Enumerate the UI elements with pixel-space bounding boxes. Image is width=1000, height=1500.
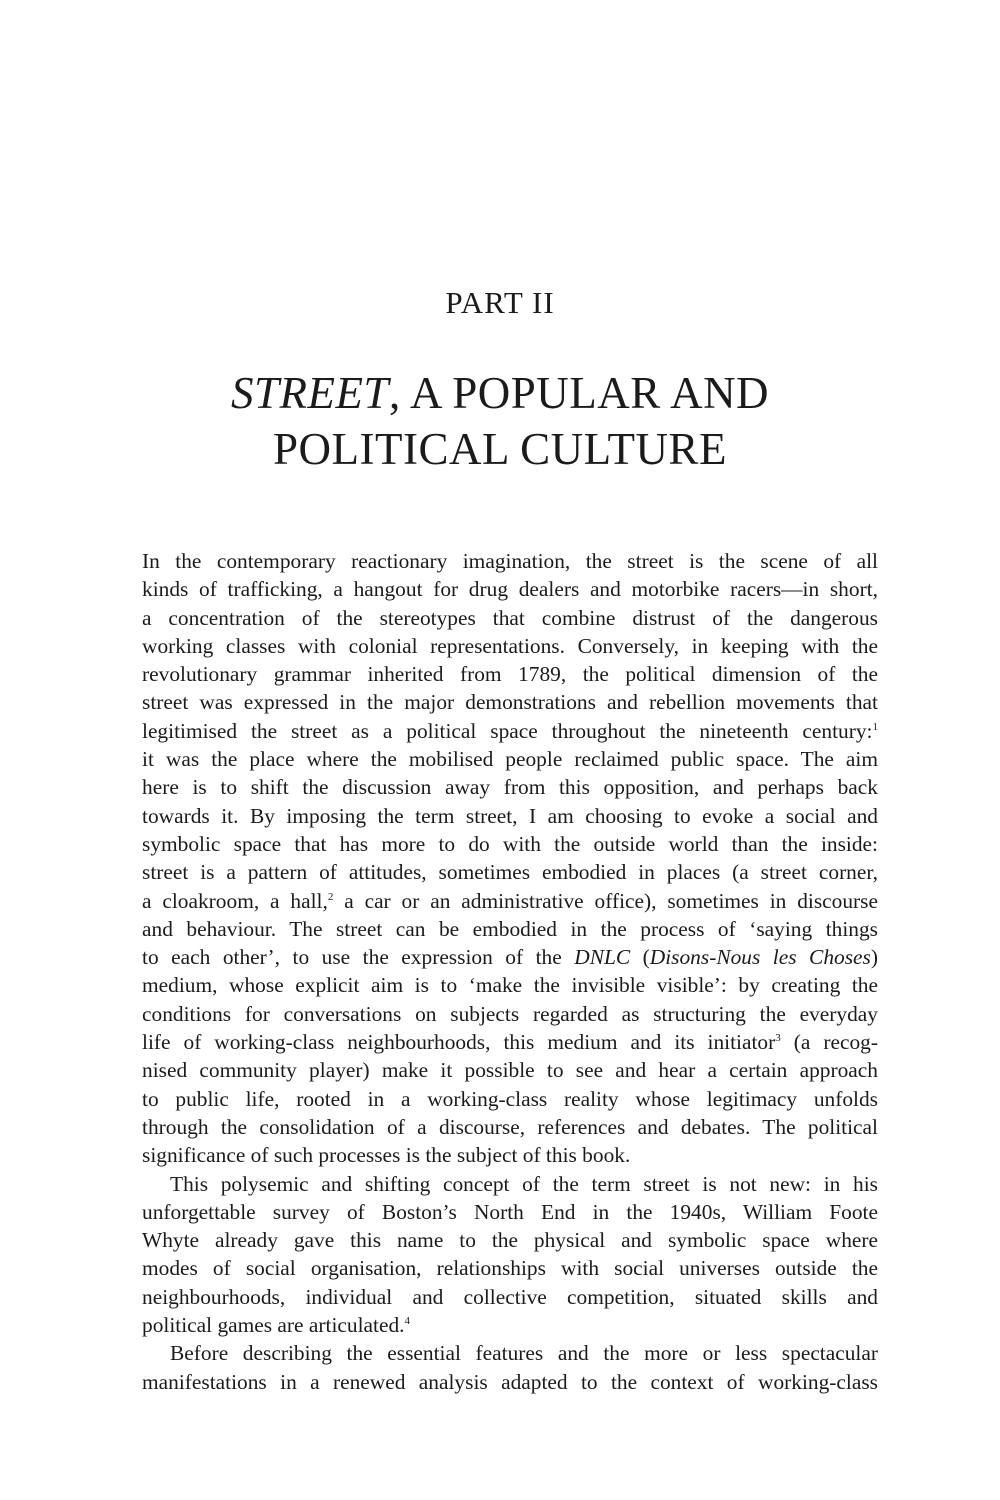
text-line: modes of social organisation, relationships with social universes outside the <box>142 1256 878 1281</box>
text-line: it was the place where the mobilised people reclaimed public space. The aim <box>142 747 878 772</box>
part-title <box>0 365 1000 477</box>
text-line: medium, whose explicit aim is to ‘make the invisible visible’: by creating the <box>142 973 878 998</box>
text-line: through the consolidation of a discourse, references and debates. The political <box>142 1114 878 1139</box>
part-label: PART II <box>445 285 555 320</box>
text-line: neighbourhoods, individual and collective competition, situated skills and <box>142 1284 878 1309</box>
text-line: street was expressed in the major demonstrations and rebellion movements that <box>142 690 878 715</box>
text-run: (a recog- <box>780 1030 878 1055</box>
footnote-ref-1[interactable]: 1 <box>872 720 878 733</box>
text-run: a cloakroom, a hall, <box>142 888 328 913</box>
title-line-2: POLITICAL CULTURE <box>273 424 727 474</box>
text-line: towards it. By imposing the term street, I am choosing to evoke a social and <box>142 803 878 828</box>
text-line: conditions for conversations on subjects regarded as structuring the everyday <box>142 1001 878 1026</box>
text-line: This polysemic and shifting concept of the term street is not new: in his <box>170 1171 878 1196</box>
text-line: working classes with colonial representations. Conversely, in keeping with the <box>142 633 878 658</box>
text-line: symbolic space that has more to do with the outside world than the inside: <box>142 831 878 856</box>
text-line: here is to shift the discussion away from this opposition, and perhaps back <box>142 775 878 800</box>
text-line <box>142 717 878 745</box>
text-line: and behaviour. The street can be embodied in the process of ‘saying things <box>142 916 878 941</box>
text-line: nised community player) make it possible to see and hear a certain approach <box>142 1058 878 1083</box>
footnote-ref-3[interactable]: 3 <box>775 1032 781 1045</box>
text-run: life of working-class neighbourhoods, this medium and its initiator <box>142 1030 776 1055</box>
italic-name: Disons-Nous les Choses <box>649 945 871 970</box>
text-line <box>142 887 878 915</box>
text-run: legitimised the street as a political space throughout the nineteenth century: <box>142 718 873 743</box>
text-line <box>142 1311 878 1339</box>
text-line: Whyte already gave this name to the physical and symbolic space where <box>142 1228 878 1253</box>
text-line <box>142 1028 878 1056</box>
text-line: street is a pattern of attitudes, sometimes embodied in places (a street corner, <box>142 860 878 885</box>
title-line-1-rest: , A POPULAR AND <box>388 368 770 418</box>
text-run: ( <box>630 945 650 970</box>
text-line: revolutionary grammar inherited from 1789, the political dimension of the <box>142 662 878 687</box>
title-italic-word: STREET <box>230 368 389 418</box>
text-line: a concentration of the stereotypes that combine distrust of the dangerous <box>142 605 878 630</box>
footnote-ref-2[interactable]: 2 <box>327 890 334 903</box>
text-line: significance of such processes is the subject of this book. <box>142 1143 631 1168</box>
text-run: a car or an administrative office), sometimes in discourse <box>333 888 879 913</box>
text-line: kinds of trafficking, a hangout for drug dealers and motorbike racers—in short, <box>142 577 878 602</box>
footnote-ref-4[interactable]: 4 <box>404 1315 411 1328</box>
title-line-1 <box>0 365 1000 421</box>
text-line: unforgettable survey of Boston’s North End in the 1940s, William Foote <box>142 1199 878 1224</box>
italic-acronym: DNLC <box>574 945 631 970</box>
text-line <box>142 943 878 971</box>
text-line: In the contemporary reactionary imagination, the street is the scene of all <box>142 549 878 573</box>
text-run: political games are articulated. <box>142 1313 405 1338</box>
text-line: Before describing the essential features and the more or less spectacular <box>170 1341 878 1366</box>
text-line: manifestations in a renewed analysis adapted to the context of working-class <box>142 1369 878 1394</box>
text-line: to public life, rooted in a working-class reality whose legitimacy unfolds <box>142 1086 878 1111</box>
text-run: ) <box>870 945 878 970</box>
text-run: to each other’, to use the expression of the <box>142 945 575 970</box>
body-text <box>142 547 878 1396</box>
